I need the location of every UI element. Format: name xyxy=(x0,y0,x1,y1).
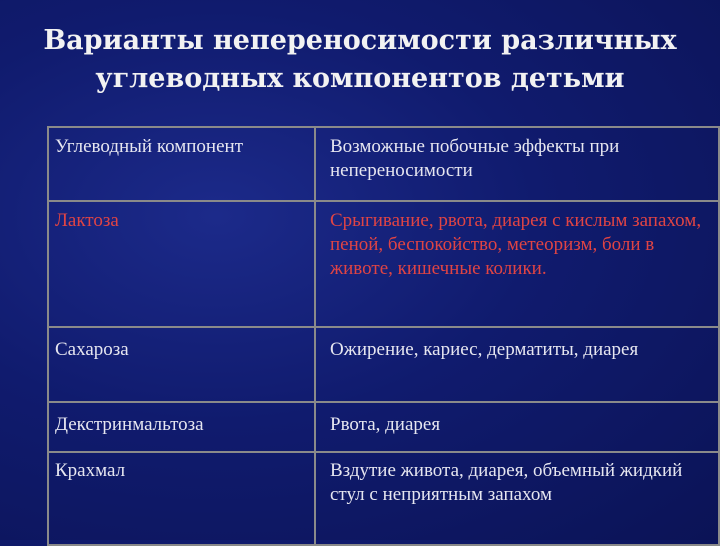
cell-side-effects: Срыгивание, рвота, диарея с кислым запахом, пеной, беспокойство, метеоризм, боли в животе, кишечные колики. xyxy=(315,201,719,327)
cell-side-effects: Рвота, диарея xyxy=(315,402,719,452)
cell-component: Сахароза xyxy=(48,327,315,402)
table-row xyxy=(48,402,719,452)
header-component: Углеводный компонент xyxy=(48,127,315,201)
header-side-effects: Возможные побочные эффекты при непереносимости xyxy=(315,127,719,201)
cell-side-effects: Вздутие живота, диарея, объемный жидкий стул с неприятным запахом xyxy=(315,452,719,545)
table-header-row xyxy=(48,127,719,201)
cell-component: Крахмал xyxy=(48,452,315,545)
slide-title xyxy=(0,22,720,98)
slide-title-line-2: углеводных компонентов детьми xyxy=(95,63,625,94)
intolerance-table xyxy=(47,126,720,546)
cell-component: Лактоза xyxy=(48,201,315,327)
table-row xyxy=(48,452,719,545)
cell-component: Декстринмальтоза xyxy=(48,402,315,452)
cell-side-effects: Ожирение, кариес, дерматиты, диарея xyxy=(315,327,719,402)
slide-title-line-1: Варианты непереносимости различных xyxy=(43,25,677,56)
table-row xyxy=(48,201,719,327)
table-row xyxy=(48,327,719,402)
